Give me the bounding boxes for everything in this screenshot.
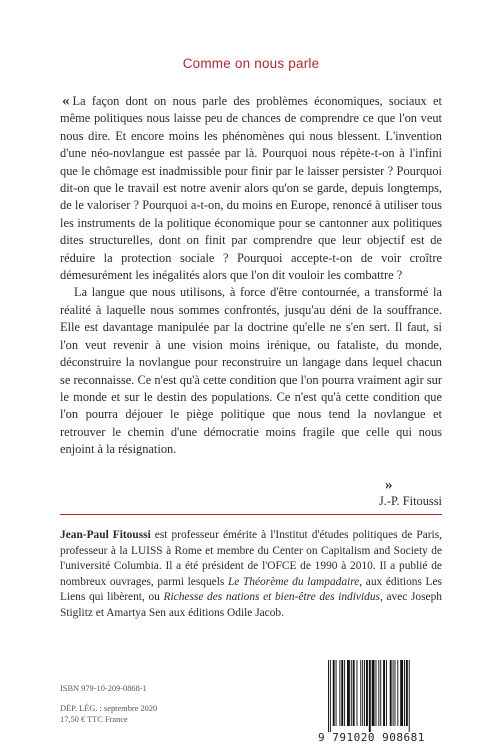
barcode-bar xyxy=(357,660,358,726)
back-cover-title: Comme on nous parle xyxy=(182,56,320,71)
separator-line xyxy=(60,514,442,515)
quote-signature xyxy=(379,477,442,509)
price-text: 17,50 € TTC France xyxy=(60,715,128,724)
barcode-bar xyxy=(400,660,403,726)
barcode-bar xyxy=(336,660,337,726)
barcode-bar xyxy=(409,660,410,732)
barcode-bar xyxy=(404,660,405,726)
barcode-bar xyxy=(351,660,352,726)
barcode-bar xyxy=(360,660,361,726)
barcode-bar xyxy=(383,660,385,726)
barcode-bar xyxy=(378,660,379,726)
barcode-bar xyxy=(390,660,392,726)
legal-info xyxy=(60,683,230,725)
barcode-bar xyxy=(347,660,350,726)
barcode-bar xyxy=(376,660,377,726)
barcode-bar xyxy=(328,660,329,732)
bio-text-1: est professeur émérite à l'Institut d'études politiques de Paris, professeur à la LUISS à Rome et membre du Center on Capitalism and Society de l'université Columbia. Il a été président de l'OFCE de 1990 à 2010. Il a publié de nombreux ouvrages, parmi lesquels xyxy=(60,529,443,588)
barcode-bar xyxy=(406,660,408,726)
author-name: Jean-Paul Fitoussi xyxy=(60,529,151,541)
barcode-bar xyxy=(353,660,355,726)
barcode-bar xyxy=(386,660,387,726)
barcode-bar xyxy=(369,660,371,732)
signature-text: J.-P. Fitoussi xyxy=(378,494,442,508)
barcode-bar xyxy=(364,660,365,726)
barcode-bar xyxy=(341,660,343,726)
barcode-bar xyxy=(372,660,375,726)
bio-text-3: , avec Joseph Stiglitz et Amartya Sen aux éditions Odile Jacob. xyxy=(60,591,442,619)
barcode-bar xyxy=(330,660,331,732)
bio-text-2: , aux éditions Les Liens qui libèrent, ou xyxy=(60,575,442,604)
quote-paragraph-1 xyxy=(60,93,442,284)
closing-quote-mark: » xyxy=(384,477,393,493)
barcode-bar xyxy=(395,660,396,726)
isbn-text: ISBN 979-10-209-0868-1 xyxy=(60,684,147,693)
quote-paragraph-2 xyxy=(60,284,442,458)
book-title-1: Le Théorème du lampadaire xyxy=(227,575,360,588)
barcode-bar xyxy=(393,660,394,726)
quote-block xyxy=(60,93,442,459)
barcode-bar xyxy=(344,660,345,726)
barcode-bar xyxy=(366,660,368,726)
barcode-icon xyxy=(326,660,446,734)
barcode-bar xyxy=(333,660,335,726)
quote-paragraph-2-text: La langue que nous utilisons, à force d'être contournée, a transformé la réalité à laquelle nous sommes confrontés, jusqu'au déni de la souffrance. Elle est davantage manipulée par la doctrine qu'elle ne s'en sert. Il faut, si l'on veut revenir à une vision moins irénique, ou fataliste, du monde, déconstruire la novlangue pour reconstruire un langage dans lequel chacun se reconnaisse. Ce n'est qu'à cette condition que l'on pourra vraiment agir sur le monde et sur le destin des populations. Ce n'est qu'à cette condition que l'on pourra déjouer le piège politique que nous tend la novlangue et retrouver le chemin d'une démocratie moins fragile que celle qui nous enjoint à la résignation. xyxy=(60,285,442,457)
quote-paragraph-1-text: La façon dont on nous parle des problèmes économiques, sociaux et même politiques nous laisse peu de chances de comprendre ce que l'on veut nous dire. Et encore moins les phénomènes qui nous blessent. L'invention d'une néo-novlangue est passée par là. Pourquoi nous répète-t-on à l'infini que le chômage est inadmissible pour finir par le laisser persister ? Pourquoi dit-on que le travail est notre avenir alors qu'on se garde, depuis longtemps, de le valoriser ? Pourquoi a-t-on, du moins en Europe, renoncé à utiliser tous les instruments de la politique économique pour se cantonner aux politiques dites structurelles, dont on finit par comprendre que leur objectif est de réduire la protection sociale ? Pourquoi accepte-t-on de voir croître démesurément les inégalités alors que l'on dit vouloir les combattre ? xyxy=(60,94,442,283)
author-bio xyxy=(60,528,442,622)
legal-deposit-text: DÉP. LÉG. : septembre 2020 xyxy=(60,704,158,713)
opening-quote-mark: « xyxy=(62,93,70,109)
barcode-bar xyxy=(397,660,398,726)
book-title-2: Richesse des nations et bien-être des individus xyxy=(163,591,380,604)
barcode-bar xyxy=(380,660,381,726)
barcode-bar xyxy=(362,660,363,726)
barcode-number: 9 791020 908681 xyxy=(318,731,425,744)
barcode-bar xyxy=(339,660,340,726)
